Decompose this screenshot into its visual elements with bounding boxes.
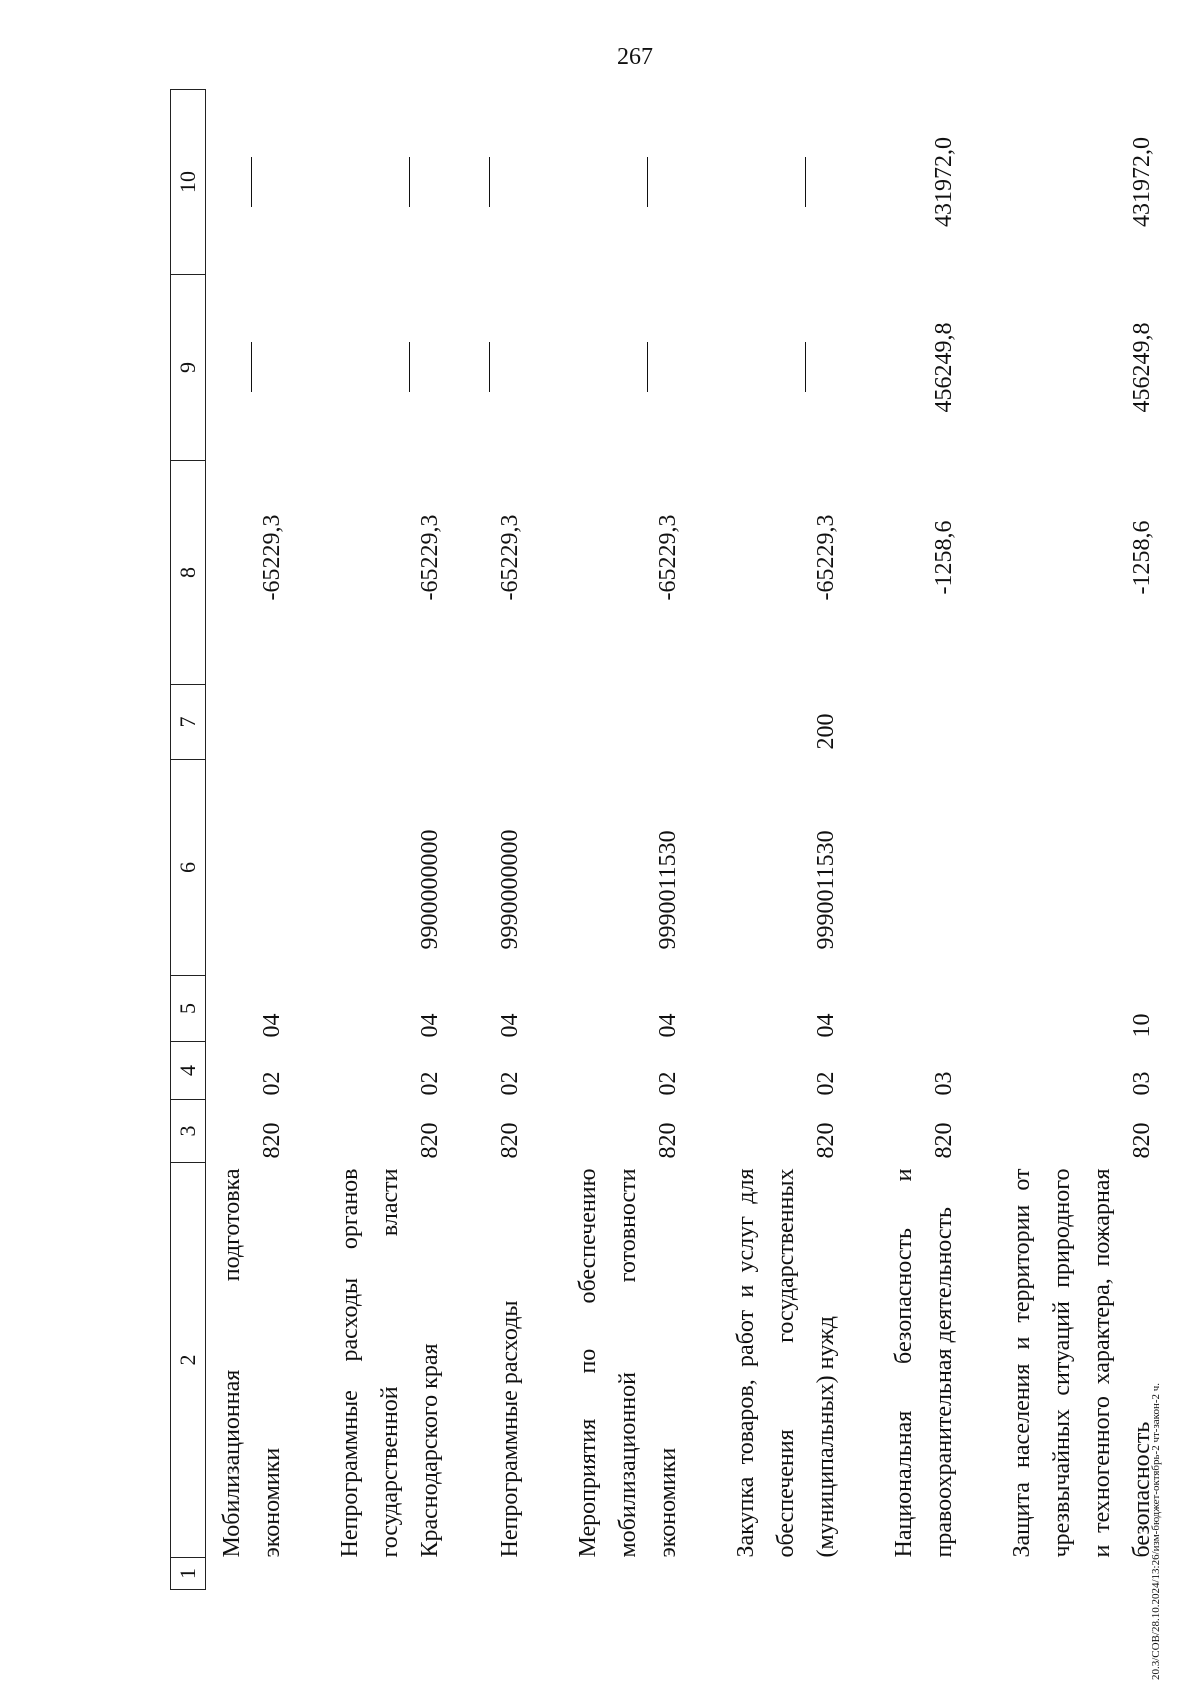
row-name: Непрограммные расходы [496,1300,523,1558]
cell-col10 [206,90,293,275]
cell-expense-type [206,685,293,760]
cell-col10 [330,90,450,275]
cell-amount-change: -65229,3 [496,514,523,601]
dash-mark [647,157,688,207]
cell-amount-year3: 431972,0 [930,137,957,227]
cell-subsection: 04 [259,1013,285,1038]
cell-section: 02 [259,1071,285,1096]
cell-target-article: 9990000000 [496,829,523,950]
col-header-8: 8 [171,461,206,685]
cell-ved: 820 [930,1122,957,1159]
cell-col1 [488,1558,530,1590]
cell-section: 02 [496,1071,523,1096]
cell-expense-type [488,685,530,760]
cell-target-article: 9990011530 [812,830,839,950]
cell-section: 02 [417,1071,443,1096]
row-name: Национальная безопасность и правоохранительная деятельность [890,1168,957,1558]
row-name: Защита населения и территории от чрезвычайных ситуаций природного и техногенного характера, пожарная безопасность [1008,1168,1155,1558]
table-row [488,90,530,1590]
cell-target-article [884,760,964,976]
dash-mark [647,343,688,393]
row-name: Непрограммные расходы органов государственной власти Краснодарского края [337,1168,443,1558]
row-name: Закупка товаров, работ и услуг для обеспечения государственных (муниципальных) нужд [732,1168,839,1558]
col-header-1: 1 [171,1558,206,1590]
dash-mark [805,343,846,393]
col-header-6: 6 [171,760,206,976]
footer-document-code: 20.3/СОВ/28.10.2024/13:26/изм-бюджет-октябрь-2 чт-закон-2 ч. [1150,1382,1162,1680]
table-row [726,90,846,1590]
cell-amount-year2: 456249,8 [930,322,957,413]
col-header-10: 10 [171,90,206,275]
row-spacer [846,90,884,1590]
cell-subsection [884,976,964,1042]
cell-section: 02 [812,1071,839,1096]
col-header-4: 4 [171,1042,206,1100]
cell-amount-year2: 456249,8 [1128,322,1155,413]
cell-amount-change: -65229,3 [654,514,681,601]
cell-ved: 820 [259,1122,285,1159]
cell-expense-type [330,685,450,760]
cell-col9 [206,275,293,461]
cell-amount-change: -65229,3 [417,514,443,601]
row-spacer [964,90,1002,1590]
cell-amount-change: -65229,3 [812,514,839,601]
table-row [330,90,450,1590]
col-header-2: 2 [171,1163,206,1558]
cell-subsection: 04 [654,1013,681,1038]
cell-amount-change: -1258,6 [1128,520,1155,595]
cell-ved: 820 [1128,1122,1155,1159]
cell-col9 [488,275,530,461]
cell-col1 [568,1558,688,1590]
cell-expense-type [884,685,964,760]
dash-mark [489,157,530,207]
cell-ved: 820 [654,1122,681,1159]
cell-section: 02 [654,1071,681,1096]
cell-amount-year3: 431972,0 [1128,137,1155,227]
cell-col9 [568,275,688,461]
col-header-9: 9 [171,275,206,461]
cell-subsection: 10 [1128,1013,1155,1038]
page-number: 267 [617,44,653,70]
row-spacer [292,90,330,1590]
cell-ved: 820 [417,1122,443,1159]
table-row [884,90,964,1590]
column-number-header-row [171,90,206,1590]
cell-target-article [1002,760,1162,976]
cell-expense-type: 200 [812,713,839,750]
cell-target-article: 9990011530 [654,830,681,950]
cell-col10 [568,90,688,275]
cell-col1 [884,1558,964,1590]
dash-mark [409,157,450,207]
cell-target-article [206,760,293,976]
col-header-7: 7 [171,685,206,760]
row-spacer [530,90,568,1590]
col-header-5: 5 [171,976,206,1042]
cell-col9 [330,275,450,461]
dash-mark [805,157,846,207]
budget-table [170,89,1162,1590]
cell-expense-type [1002,685,1162,760]
cell-subsection: 04 [496,1013,523,1038]
cell-col1 [330,1558,450,1590]
cell-subsection: 04 [417,1013,443,1038]
cell-section: 03 [930,1071,957,1096]
dash-mark [251,343,292,393]
row-name: Мероприятия по обеспечению мобилизационной готовности экономики [574,1168,681,1558]
row-name: Мобилизационная подготовка экономики [219,1168,285,1558]
cell-col1 [1002,1558,1162,1590]
table-row [568,90,688,1590]
cell-subsection: 04 [812,1013,839,1038]
cell-expense-type [568,685,688,760]
cell-col9 [726,275,846,461]
cell-col10 [726,90,846,275]
cell-col1 [726,1558,846,1590]
row-spacer [450,90,488,1590]
cell-target-article: 9900000000 [417,829,443,950]
dash-mark [409,343,450,393]
table-row [1002,90,1162,1590]
cell-section: 03 [1128,1071,1155,1096]
row-spacer [688,90,726,1590]
cell-col1 [206,1558,293,1590]
cell-ved: 820 [812,1122,839,1159]
table-row [206,90,293,1590]
cell-amount-change: -1258,6 [930,520,957,595]
col-header-3: 3 [171,1100,206,1163]
cell-amount-change: -65229,3 [259,514,285,601]
cell-col10 [488,90,530,275]
cell-ved: 820 [496,1122,523,1159]
dash-mark [489,343,530,393]
dash-mark [251,157,292,207]
rotated-content [170,90,1155,1590]
